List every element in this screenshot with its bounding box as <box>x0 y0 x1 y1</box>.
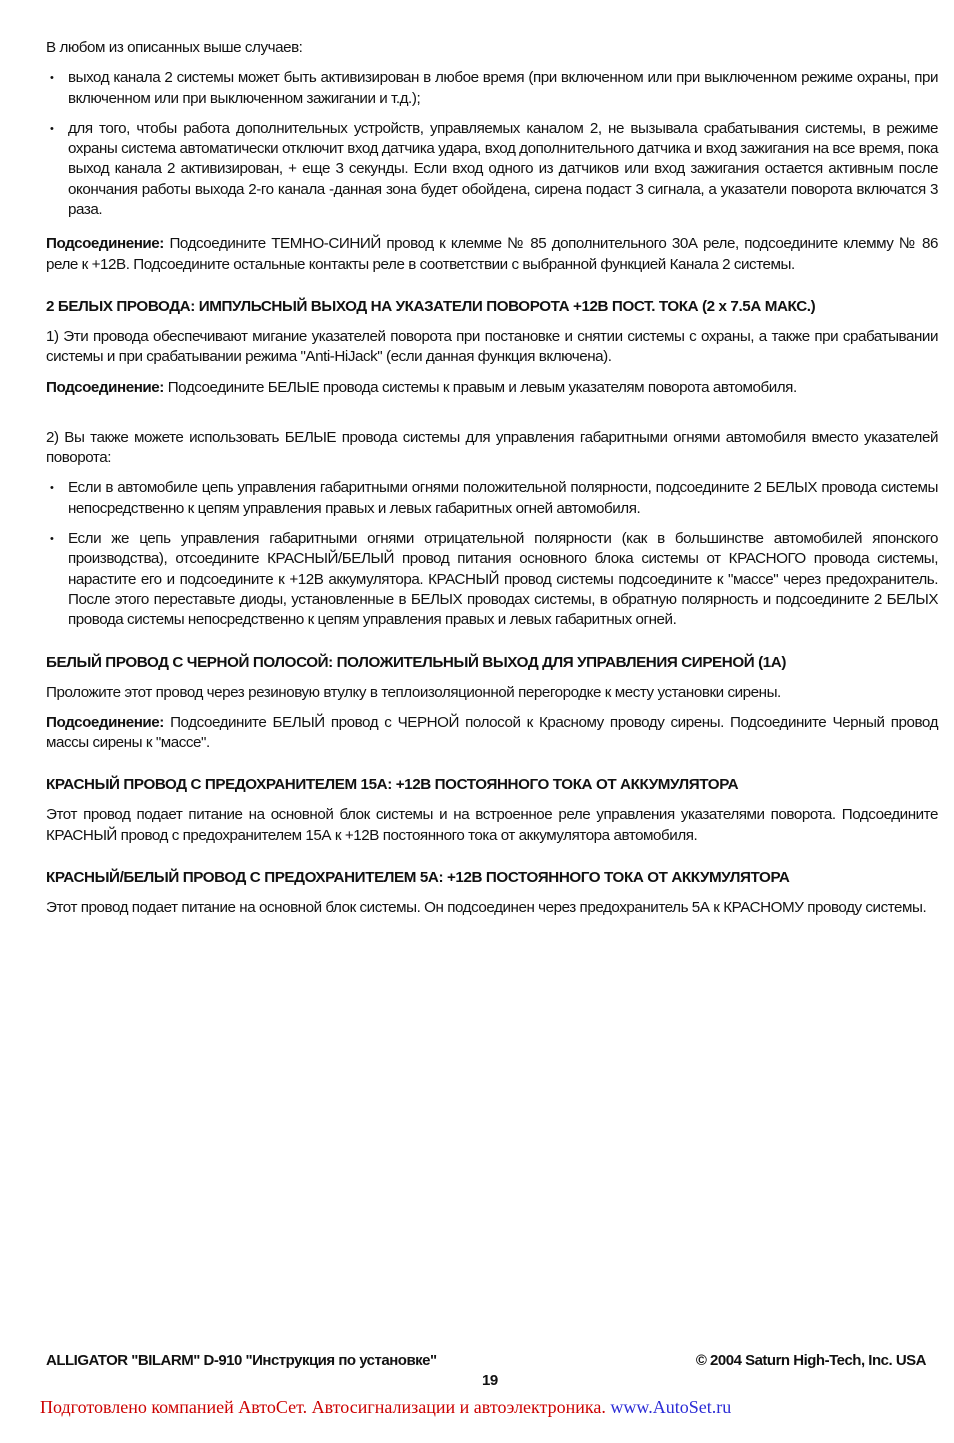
connection-label: Подсоединение: <box>46 378 164 396</box>
credit-text: Подготовлено компанией АвтоСет. Автосигнализации и автоэлектроника. <box>40 1397 606 1417</box>
list-item: • Если в автомобиле цепь управления габаритными огнями положительной полярности, подсоедините 2 БЕЛЫХ провода системы непосредственно к цепям управления правых и левых габаритных огней автомобиля. <box>46 478 938 519</box>
list-item: • Если же цепь управления габаритными огнями отрицательной полярности (как в большинстве автомобилей японского производства), отсоедините КРАСНЫЙ/БЕЛЫЙ провод питания основного блока системы от КРАСНОГО провода системы, нарастите его и подсоедините к +12В аккумулятора. КРАСНЫЙ провод системы подсоедините к "массе" через предохранитель. После этого переставьте диоды, установленные в БЕЛЫХ проводах системы, в обратную полярность и подсоедините 2 БЕЛЫХ провода системы непосредственно к цепям управления правых и левых габаритных огней. <box>46 529 938 630</box>
page-number: 19 <box>482 1372 498 1389</box>
white-wires-para2: 2) Вы также можете использовать БЕЛЫЕ провода системы для управления габаритными огнями автомобиля вместо указателей поворота: <box>46 428 938 467</box>
channel2-bullet-list <box>46 68 938 220</box>
footer-copyright: © 2004 Saturn High-Tech, Inc. USA <box>695 1352 926 1369</box>
red15-heading: КРАСНЫЙ ПРОВОД С ПРЕДОХРАНИТЕЛЕМ 15А: +12В ПОСТОЯННОГО ТОКА ОТ АККУМУЛЯТОРА <box>46 776 739 794</box>
white-wires-connection <box>46 378 938 398</box>
white-wires-para1: 1) Эти провода обеспечивают мигание указателей поворота при постановке и снятии системы с охраны, а также при срабатывании системы и при срабатывании режима "Anti-HiJack" (если данная функция включена). <box>46 327 938 366</box>
page-footer <box>46 1352 926 1392</box>
document-page <box>46 38 938 918</box>
siren-heading: БЕЛЫЙ ПРОВОД С ЧЕРНОЙ ПОЛОСОЙ: ПОЛОЖИТЕЛЬНЫЙ ВЫХОД ДЛЯ УПРАВЛЕНИЯ СИРЕНОЙ (1А) <box>46 653 787 671</box>
siren-connection <box>46 713 938 754</box>
siren-connection-text: Подсоедините БЕЛЫЙ провод с ЧЕРНОЙ полосой к Красному проводу сирены. Подсоедините Черный провод массы сирены к "массе". <box>46 713 938 752</box>
channel2-connection <box>46 234 938 275</box>
connection-label: Подсоединение: <box>46 235 164 253</box>
red5-text: Этот провод подает питание на основной блок системы. Он подсоединен через предохранитель 5А к КРАСНОМУ проводу системы. <box>46 899 927 917</box>
white-wires-connection-text: Подсоедините БЕЛЫЕ провода системы к правым и левым указателям поворота автомобиля. <box>167 378 797 396</box>
white-wires-bullet-list <box>46 478 938 630</box>
list-item: • выход канала 2 системы может быть активизирован в любое время (при включенном или при выключенном режиме охраны, при включенном или при выключенном зажигании и т.д.); <box>46 68 938 109</box>
footer-title: ALLIGATOR "BILARM" D-910 "Инструкция по установке" <box>46 1352 437 1369</box>
credit-line <box>40 1397 920 1418</box>
white-wires-heading: 2 БЕЛЫХ ПРОВОДА: ИМПУЛЬСНЫЙ ВЫХОД НА УКАЗАТЕЛИ ПОВОРОТА +12В ПОСТ. ТОКА (2 x 7.5А МАКС.) <box>46 297 816 315</box>
red5-heading: КРАСНЫЙ/БЕЛЫЙ ПРОВОД С ПРЕДОХРАНИТЕЛЕМ 5А: +12В ПОСТОЯННОГО ТОКА ОТ АККУМУЛЯТОРА <box>46 869 790 887</box>
credit-link[interactable]: www.AutoSet.ru <box>610 1397 732 1417</box>
list-item: • для того, чтобы работа дополнительных устройств, управляемых каналом 2, не вызывала срабатывания системы, в режиме охраны система автоматически отключит вход датчика удара, вход дополнительного датчика и вход зажигания на все время, пока выход канала 2 активизирован, + еще 3 секунды. Если вход одного из датчиков или вход зажигания остается активным после окончания работы выхода 2-го канала -данная зона будет обойдена, сирена подаст 3 сигнала, а указатели поворота включатся 3 раза. <box>46 119 938 220</box>
channel2-connection-text: Подсоедините ТЕМНО-СИНИЙ провод к клемме № 85 дополнительного 30А реле, подсоедините клемму № 86 реле к +12В. Подсоедините остальные контакты реле в соответствии с выбранной функцией Канала 2 системы. <box>46 235 938 273</box>
intro-text: В любом из описанных выше случаев: <box>46 39 303 56</box>
siren-text: Проложите этот провод через резиновую втулку в теплоизоляционной перегородке к месту установки сирены. <box>46 683 781 701</box>
connection-label: Подсоединение: <box>46 713 164 731</box>
red15-text: Этот провод подает питание на основной блок системы и на встроенное реле управления указателями поворота. Подсоедините КРАСНЫЙ провод с предохранителем 15А к +12В постоянного тока от аккумулятора автомобиля. <box>46 806 938 844</box>
